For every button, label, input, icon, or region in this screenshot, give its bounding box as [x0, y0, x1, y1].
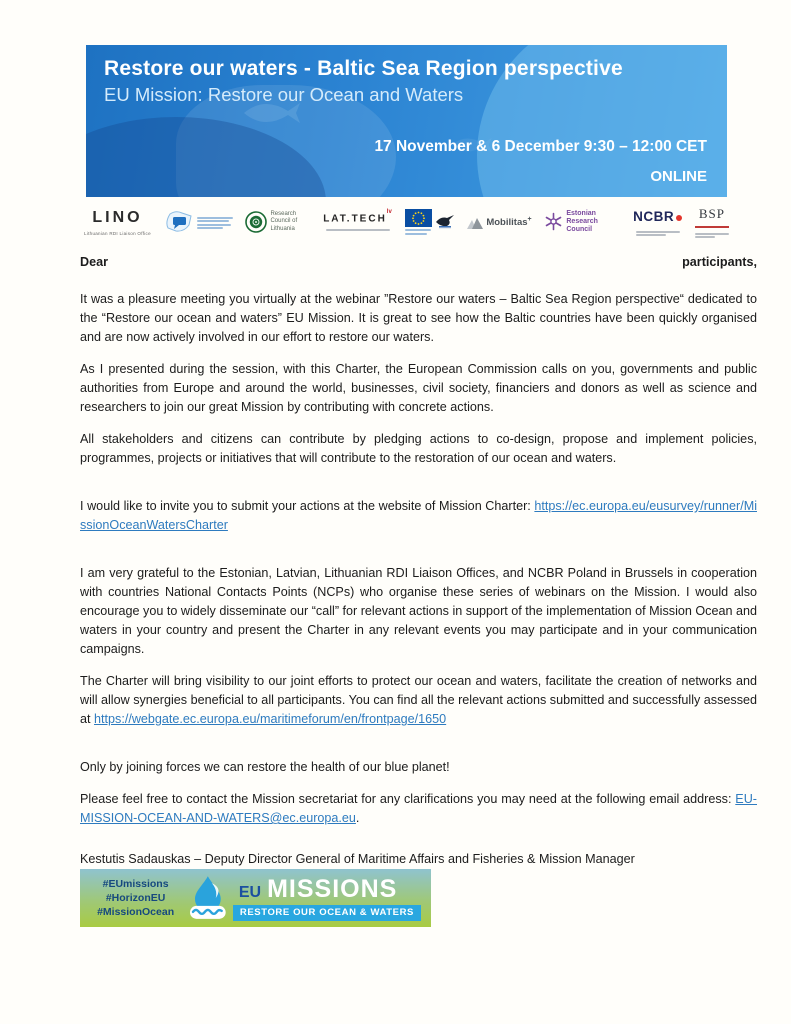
lino-logo: [84, 209, 151, 236]
maritimeforum-link[interactable]: https://webgate.ec.europa.eu/maritimeforum/en/frontpage/1650: [94, 712, 447, 726]
hashtags-block: [88, 877, 183, 920]
ncbr-caption-lines: [636, 231, 680, 237]
erc-caption: Estonian Research Council: [566, 209, 598, 234]
missions-label: MISSIONS: [267, 875, 398, 903]
eu-flag-icon: [405, 209, 432, 227]
paragraph-visibility: [80, 672, 757, 729]
estonian-swallow-icon: [435, 214, 455, 230]
rcl-rosette-icon: [245, 211, 267, 233]
ncbr-logo: [633, 208, 682, 237]
lattech-wordmark: [323, 208, 392, 225]
hashtag-eumissions: #EUmissions: [102, 877, 169, 890]
banner-title: Restore our waters - Baltic Sea Region perspective: [104, 57, 623, 80]
hashtag-missionocean: #MissionOcean: [97, 906, 175, 919]
signature-line: Kestutis Sadauskas – Deputy Director General of Maritime Affairs and Fisheries & Mission Manager: [80, 852, 635, 866]
erc-snowflake-icon: [544, 212, 563, 231]
lattech-logo: [323, 208, 392, 231]
contact-text: Please feel free to contact the Mission secretariat for any clarifications you may need at the following email address:: [80, 792, 736, 806]
bsp-caption-lines: [695, 233, 729, 239]
paragraph-joining-forces: Only by joining forces we can restore the health of our blue planet!: [80, 760, 450, 774]
eu-missions-footer-banner: [80, 869, 431, 927]
salutation-participants: participants,: [682, 255, 757, 269]
paragraph-charter-call: As I presented during the session, with this Charter, the European Commission calls on you, governments and public authorities from Europe and around the world, businesses, civil society, financiers and donors as well as science and researchers to join our great Mission by contributing with concrete actions.: [80, 362, 757, 414]
salutation-dear: Dear: [80, 255, 109, 269]
mobilitas-plus: +: [527, 215, 532, 223]
paragraph-stakeholders: All stakeholders and citizens can contribute by pledging actions to co-design, propose and implement policies, programmes, projects or initiatives that will contribute to the restoration of our ocean and waters.: [80, 432, 757, 465]
paragraph-webinar: It was a pleasure meeting you virtually at the webinar ”Restore our waters – Baltic Sea Region perspective“ dedicated to the “Restore our ocean and waters” EU Mission. It is great to see how the Baltic countries have been quickly organised and are now actively involved in our effort to restore our waters.: [80, 292, 757, 344]
paragraph-invite: [80, 497, 757, 535]
banner-subtitle: EU Mission: Restore our Ocean and Waters: [104, 84, 464, 106]
mobilitas-logo: [467, 216, 531, 229]
contact-period: .: [355, 811, 360, 825]
eu-funds-blob-icon: [164, 210, 194, 234]
bsp-logo: [695, 206, 729, 238]
lattech-caption-lines: [326, 229, 390, 231]
lattech-sup: lv: [386, 208, 392, 215]
ncbr-dot-icon: [676, 215, 682, 221]
letter-body: [80, 253, 757, 869]
eu-funds-caption-lines: [197, 217, 233, 230]
estonian-research-council-logo: [544, 210, 620, 234]
banner-schedule: 17 November & 6 December 9:30 – 12:00 CET: [374, 138, 707, 155]
restore-ocean-ribbon: RESTORE OUR OCEAN & WATERS: [233, 905, 421, 921]
paragraph-grateful: I am very grateful to the Estonian, Latvian, Lithuanian RDI Liaison Offices, and NCBR Poland in Brussels in cooperation with countries National Contacts Points (NCPs) who organise these series of webinars on the Mission. I would also encourage you to widely disseminate our “call” for relevant actions in support of the implementation of Mission Ocean and waters in your country and present the Charter in any relevant events you may participate and in your communication campaigns.: [80, 566, 757, 656]
mission-charter-link[interactable]: https://ec.europa.eu/eusurvey/runner/MissionOceanWatersCharter: [80, 499, 757, 532]
mobilitas-wordmark: [486, 216, 531, 228]
lattech-text: LAT.TECH: [323, 213, 387, 225]
event-banner: [86, 45, 727, 197]
research-council-lithuania-logo: [245, 211, 310, 233]
mission-email-link[interactable]: EU-MISSION-OCEAN-AND-WATERS@ec.europa.eu: [80, 792, 757, 825]
lino-wordmark: LINO: [92, 208, 143, 226]
hashtag-horizoneu: #HorizonEU: [105, 891, 166, 904]
visibility-text: The Charter will bring visibility to our joint efforts to protect our ocean and waters, facilitate the creation of networks and will allow synergies beneficial to all participants. You can find all the relevant actions submitted and successfully assessed at: [80, 674, 757, 726]
salutation-row: [80, 253, 757, 272]
eu-missions-block: [233, 875, 421, 921]
bsp-rule: [695, 226, 729, 228]
banner-mode: ONLINE: [650, 168, 707, 185]
eu-flag-caption-lines: [405, 229, 431, 235]
rcl-caption: Research Council of Lithuania: [270, 211, 298, 232]
bsp-wordmark: BSP: [698, 206, 725, 221]
banner-content: [86, 45, 727, 197]
lino-caption: Lithuanian RDI Liaison Office: [84, 230, 151, 236]
eu-missions-row: [233, 875, 421, 904]
water-drop-icon: [190, 875, 226, 921]
invite-text: I would like to invite you to submit your actions at the website of Mission Charter:: [80, 499, 531, 513]
ncbr-text: NCBR: [633, 208, 675, 224]
partner-logos-strip: [84, 201, 729, 243]
eu-funds-lithuania-logo: [164, 210, 233, 234]
paragraph-contact: [80, 790, 757, 828]
eu-flag-logo: [405, 209, 455, 235]
ncbr-wordmark: [633, 208, 682, 226]
mobilitas-text: Mobilitas: [486, 217, 528, 229]
mobilitas-mountains-icon: [467, 216, 483, 229]
eu-label: EU: [238, 884, 262, 901]
